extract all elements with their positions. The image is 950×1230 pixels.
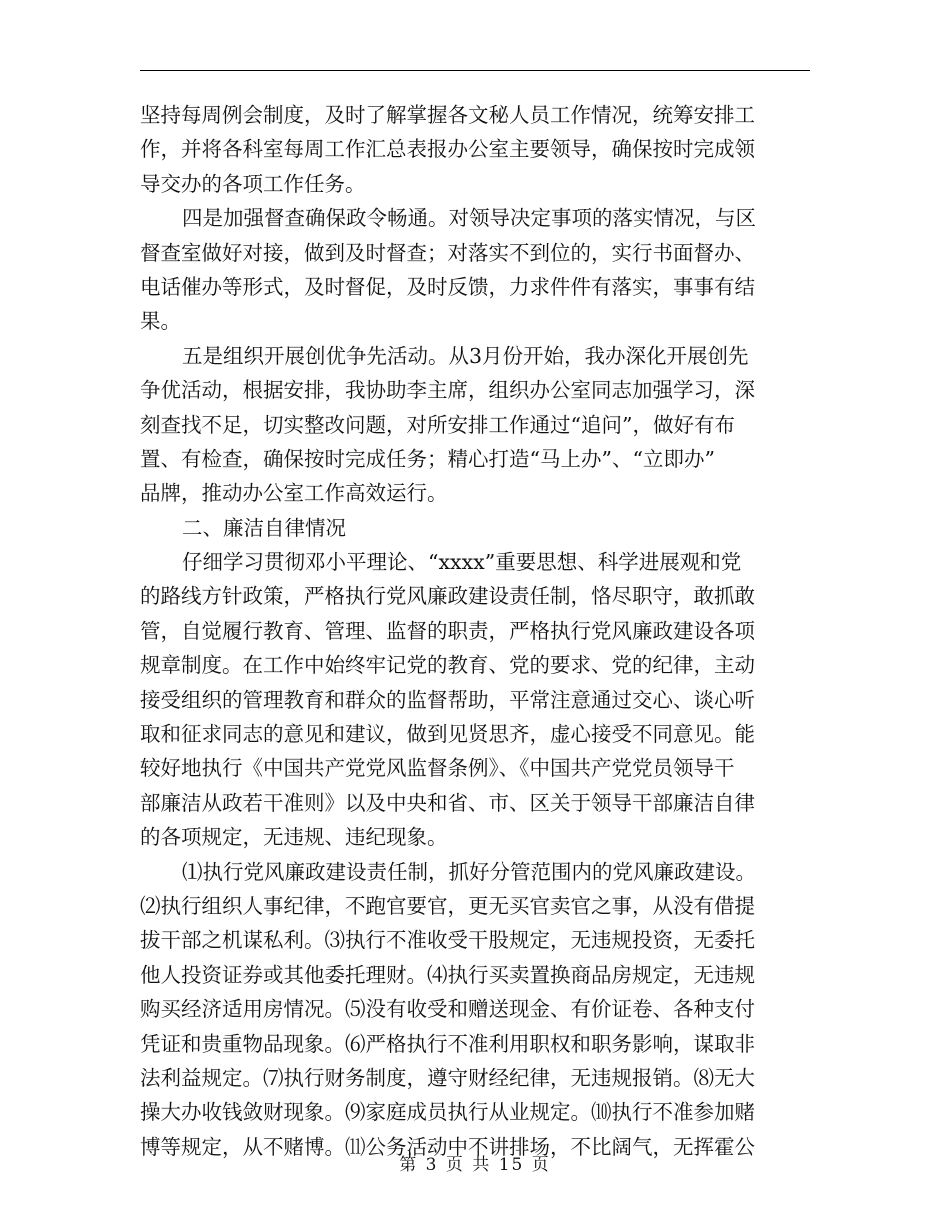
text-line: 督查室做好对接，做到及时督查；对落实不到位的，实行书面督办、 (140, 240, 755, 265)
text-line: 部廉洁从政若干准则》以及中央和省、市、区关于领导干部廉洁自律 (140, 790, 755, 815)
text-line: 接受组织的管理教育和群众的监督帮助，平常注意通过交心、谈心听 (140, 687, 755, 712)
text-line: 操大办收钱敛财现象。⑼家庭成员执行从业规定。⑽执行不准参加赌 (140, 1100, 755, 1125)
text-line: 争优活动，根据安排，我协助李主席，组织办公室同志加强学习，深 (140, 378, 755, 403)
text-line: 购买经济适用房情况。⑸没有收受和赠送现金、有价证卷、各种支付 (140, 997, 755, 1022)
text-line: 法利益规定。⑺执行财务制度，遵守财经纪律，无违规报销。⑻无大 (140, 1065, 755, 1090)
text-line: ⑵执行组织人事纪律，不跑官要官，更无买官卖官之事，从没有借提 (140, 893, 755, 918)
text-line: 电话催办等形式，及时督促，及时反馈，力求件件有落实，事事有结 (140, 274, 755, 299)
paragraph-start: 五是组织开展创优争先活动。从3月份开始，我办深化开展创先 (182, 343, 749, 368)
header-rule (140, 70, 810, 71)
text-line: 的各项规定，无违规、违纪现象。 (140, 825, 448, 850)
text-line: 取和征求同志的意见和建议，做到见贤思齐，虚心接受不同意见。能 (140, 722, 755, 747)
text-line: 置、有检查，确保按时完成任务；精心打造“马上办”、“立即办” (140, 446, 715, 471)
text-line: 规章制度。在工作中始终牢记党的教育、党的要求、党的纪律，主动 (140, 653, 755, 678)
text-line: 的路线方针政策，严格执行党风廉政建设责任制，恪尽职守，敢抓敢 (140, 584, 755, 609)
paragraph-start: 仔细学习贯彻邓小平理论、“xxxx”重要思想、科学进展观和党 (182, 550, 742, 575)
text-line: 管，自觉履行教育、管理、监督的职责，严格执行党风廉政建设各项 (140, 618, 755, 643)
text-line: 拔干部之机谋私利。⑶执行不准收受干股规定，无违规投资，无委托 (140, 928, 755, 953)
section-heading: 二、廉洁自律情况 (182, 515, 346, 540)
text-line: 品牌，推动办公室工作高效运行。 (140, 481, 448, 506)
text-line: 果。 (140, 309, 181, 334)
text-line: 凭证和贵重物品现象。⑹严格执行不准利用职权和职务影响，谋取非 (140, 1031, 755, 1056)
text-line: 博等规定，从不赌博。⑾公务活动中不讲排场，不比阔气，无挥霍公 (140, 1134, 755, 1159)
body-text (140, 98, 810, 1164)
text-line: 导交办的各项工作任务。 (140, 171, 366, 196)
text-line: 作，并将各科室每周工作汇总表报办公室主要领导，确保按时完成领 (140, 137, 755, 162)
text-line: 较好地执行《中国共产党党风监督条例》、《中国共产党党员领导干 (140, 756, 735, 781)
text-line: 他人投资证券或其他委托理财。⑷执行买卖置换商品房规定，无违规 (140, 962, 755, 987)
text-line: 坚持每周例会制度，及时了解掌握各文秘人员工作情况，统筹安排工 (140, 103, 755, 127)
paragraph-start: ⑴执行党风廉政建设责任制，抓好分管范围内的党风廉政建设。 (182, 859, 756, 884)
page-number-footer: 第 3 页 共 15 页 (399, 1155, 551, 1175)
paragraph-start: 四是加强督查确保政令畅通。对领导决定事项的落实情况，与区 (182, 206, 756, 231)
text-line: 刻查找不足，切实整改问题，对所安排工作通过“追问”，做好有布 (140, 412, 735, 437)
